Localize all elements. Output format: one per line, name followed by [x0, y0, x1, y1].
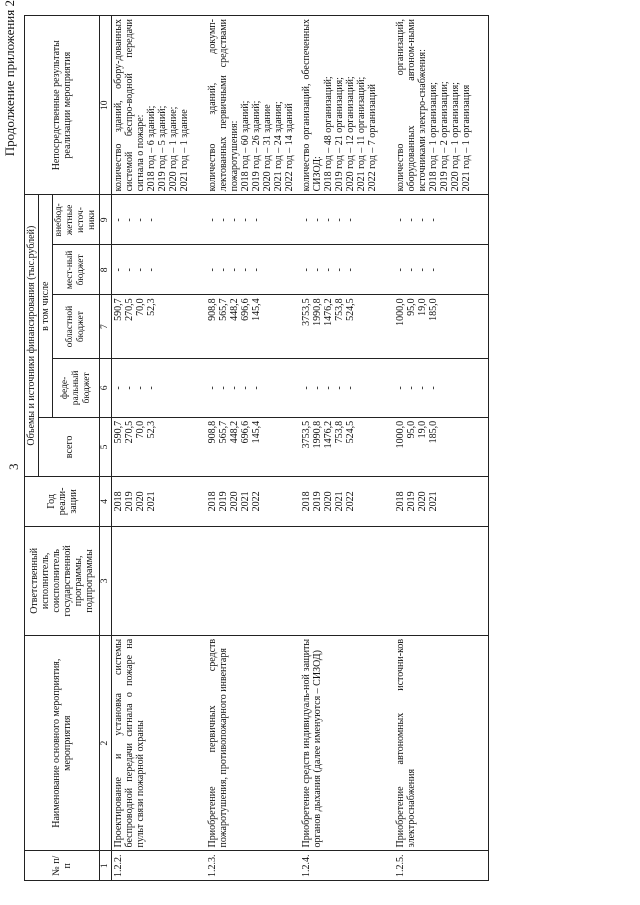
cell-line: - [113, 268, 124, 272]
cell-line: 2019 год – 2 организации; [439, 81, 450, 192]
cell-line: количество зданий, докумп-лектованных первичными средствами пожаротушения: [207, 19, 240, 192]
col-number: 3 [100, 526, 112, 635]
header-regional: областной бюджет [53, 295, 100, 359]
cell-line: 1476,2 [323, 298, 334, 326]
header-total: всего [39, 417, 100, 476]
col-number: 5 [100, 417, 112, 476]
cell-line: 2018 [207, 491, 218, 512]
cell-years [112, 476, 207, 526]
cell-line: 2021 год – 24 здания; [273, 101, 284, 192]
cell-local [206, 245, 300, 295]
cell-local [300, 245, 394, 295]
cell-line: 52,3 [146, 298, 157, 316]
cell-name: Приобретение средств индивидуаль-ной защиты органов дыхания (далее именуются – СИЗОД) [300, 635, 394, 851]
cell-local [394, 245, 489, 295]
col-number: 7 [100, 295, 112, 359]
cell-line: 524,5 [345, 298, 356, 321]
cell-line: 2020 [323, 491, 334, 512]
cell-line: 2019 [312, 491, 323, 512]
cell-line: 185,0 [428, 298, 439, 321]
cell-line: - [146, 268, 157, 272]
cell-federal [112, 358, 207, 417]
cell-regional [206, 295, 300, 359]
cell-line: 908,8 [207, 298, 218, 321]
cell-line: 2019 год – 5 зданий; [157, 105, 168, 192]
cell-line: - [395, 268, 406, 272]
cell-line: 52,3 [146, 420, 157, 439]
cell-line: - [229, 386, 240, 390]
cell-no: 1.2.2. [112, 851, 207, 881]
cell-extra [112, 195, 207, 245]
cell-no: 1.2.5. [394, 851, 489, 881]
cell-line: - [428, 386, 439, 390]
header-federal: феде-ральный бюджет [53, 358, 100, 417]
cell-line: 753,8 [334, 420, 345, 444]
cell-line: 2022 [251, 491, 262, 512]
col-number: 10 [100, 16, 112, 195]
cell-line: - [334, 386, 345, 390]
header-name: Наименование основного мероприятия, мероприятия [25, 635, 100, 851]
header-year: Год реали-зации [25, 476, 100, 526]
cell-line: - [240, 218, 251, 222]
cell-line: 565,7 [218, 420, 229, 444]
cell-line: - [124, 386, 135, 390]
col-number: 2 [100, 635, 112, 851]
header-extra: внебюд-жетные источ-ники [53, 195, 100, 245]
cell-regional [394, 295, 489, 359]
cell-line: 2021 год – 11 организаций; [356, 76, 367, 192]
cell-line: - [301, 386, 312, 390]
cell-line: 1000,0 [395, 298, 406, 326]
cell-line: 2022 [345, 491, 356, 512]
cell-line: - [229, 268, 240, 272]
cell-line: 2020 год – 1 здание; [168, 106, 179, 192]
cell-federal [394, 358, 489, 417]
header-no: № п/п [25, 851, 100, 881]
cell-line: - [240, 386, 251, 390]
cell-years [206, 476, 300, 526]
cell-line: 19,0 [417, 420, 428, 439]
cell-line: 2019 [406, 491, 417, 512]
cell-line: 145,4 [251, 420, 262, 444]
cell-line: 3753,5 [301, 298, 312, 326]
cell-name: Приобретение автономных источни-ков электроснабжения [394, 635, 489, 851]
cell-line: 2021 год – 1 организация [461, 84, 472, 192]
cell-line: 2018 год – 6 зданий; [146, 105, 157, 192]
cell-line: 2018 год – 48 организаций; [323, 76, 334, 192]
cell-line: 2020 год – 1 организация; [450, 82, 461, 192]
cell-line: 2018 [301, 491, 312, 512]
cell-line: - [395, 218, 406, 222]
header-funding: Объемы и источники финансирования (тыс.рублей) [25, 195, 39, 477]
cell-line: 1476,2 [323, 420, 334, 449]
cell-line: - [406, 268, 417, 272]
cell-line: 1990,8 [312, 420, 323, 449]
cell-line: 2020 [417, 491, 428, 512]
cell-name: Проектирование и установка системы беспроводной передачи сигнала о пожаре на пульт связи пожарной охраны [112, 635, 207, 851]
cell-line: 2022 год – 7 организаций [367, 84, 378, 192]
cell-total [394, 417, 489, 476]
cell-line: - [417, 268, 428, 272]
table-row [394, 16, 489, 881]
cell-line: 95,0 [406, 420, 417, 439]
cell-extra [394, 195, 489, 245]
cell-line: - [428, 218, 439, 222]
cell-line: - [113, 386, 124, 390]
cell-line: 753,8 [334, 298, 345, 321]
cell-years [394, 476, 489, 526]
cell-line: - [240, 268, 251, 272]
cell-line: 3753,5 [301, 420, 312, 449]
cell-line: - [323, 386, 334, 390]
table-row [112, 16, 207, 881]
cell-line: 145,4 [251, 298, 262, 321]
cell-federal [206, 358, 300, 417]
cell-line: 696,6 [240, 420, 251, 444]
continuation-caption: Продолжение приложения 2 [2, 0, 17, 157]
cell-extra [206, 195, 300, 245]
cell-line: - [312, 268, 323, 272]
header-local: мест-ный бюджет [53, 245, 100, 295]
cell-line: - [406, 218, 417, 222]
cell-line: - [345, 268, 356, 272]
cell-line: - [218, 386, 229, 390]
cell-line: 448,2 [229, 420, 240, 444]
cell-line: - [124, 268, 135, 272]
cell-line: - [135, 386, 146, 390]
cell-line: 95,0 [406, 298, 417, 316]
cell-federal [300, 358, 394, 417]
col-number: 8 [100, 245, 112, 295]
cell-line: - [251, 386, 262, 390]
cell-line: - [146, 386, 157, 390]
cell-line: 2019 год – 21 организация; [334, 77, 345, 192]
cell-line: - [251, 218, 262, 222]
cell-line: - [218, 218, 229, 222]
table-row [206, 16, 300, 881]
cell-line: - [406, 386, 417, 390]
cell-line: - [417, 218, 428, 222]
cell-line: - [334, 268, 345, 272]
cell-line: 2020 [135, 491, 146, 512]
table-row [300, 16, 394, 881]
cell-line: количество зданий, обору-дованных системой беспро-водной передачи сигнала о пожаре: [113, 19, 146, 192]
cell-line: 524,5 [345, 420, 356, 444]
cell-line: 270,5 [124, 298, 135, 321]
cell-line: 2018 год – 60 зданий; [240, 100, 251, 192]
cell-line: 590,7 [113, 420, 124, 444]
cell-results [394, 16, 489, 195]
cell-line: количество организаций, оборудованных автоном-ными источниками электро-снабжения: [395, 19, 428, 192]
cell-line: - [417, 386, 428, 390]
cell-line: 2021 [334, 491, 345, 512]
cell-line: - [345, 218, 356, 222]
cell-results [112, 16, 207, 195]
cell-line: 565,7 [218, 298, 229, 321]
cell-responsible [206, 526, 300, 635]
cell-line: - [395, 386, 406, 390]
col-number: 9 [100, 195, 112, 245]
cell-line: - [146, 218, 157, 222]
cell-line: - [207, 218, 218, 222]
cell-results [206, 16, 300, 195]
cell-line: 2020 [229, 491, 240, 512]
cell-line: 2020 год – 31 здание [262, 104, 273, 192]
cell-line: - [229, 218, 240, 222]
cell-no: 1.2.3. [206, 851, 300, 881]
cell-responsible [300, 526, 394, 635]
cell-responsible [112, 526, 207, 635]
cell-line: 2018 год – 1 организация; [428, 82, 439, 192]
cell-line: 2019 [218, 491, 229, 512]
cell-line: - [345, 386, 356, 390]
cell-line: - [113, 218, 124, 222]
cell-line: 2019 год – 26 зданий; [251, 100, 262, 192]
cell-regional [300, 295, 394, 359]
cell-line: 1000,0 [395, 420, 406, 449]
cell-line: 696,6 [240, 298, 251, 321]
cell-line: 2018 [113, 491, 124, 512]
cell-line: - [334, 218, 345, 222]
cell-line: - [207, 386, 218, 390]
header-results: Непосредственные результаты реализации мероприятия [25, 16, 100, 195]
cell-line: 2022 год – 14 зданий [284, 103, 295, 192]
cell-line: 185,0 [428, 420, 439, 444]
cell-line: - [301, 218, 312, 222]
cell-results [300, 16, 394, 195]
cell-line: 590,7 [113, 298, 124, 321]
funding-table [24, 15, 489, 881]
cell-no: 1.2.4. [300, 851, 394, 881]
cell-line: - [428, 268, 439, 272]
cell-line: 2021 [240, 491, 251, 512]
cell-regional [112, 295, 207, 359]
cell-years [300, 476, 394, 526]
cell-line: - [312, 218, 323, 222]
cell-line: - [323, 218, 334, 222]
cell-line: 1990,8 [312, 298, 323, 326]
cell-line: 2021 [146, 491, 157, 512]
cell-line: - [312, 386, 323, 390]
cell-line: - [135, 268, 146, 272]
page-number: 3 [6, 463, 21, 470]
cell-line: 270,5 [124, 420, 135, 444]
cell-line: 2019 [124, 491, 135, 512]
cell-line: 2021 [428, 491, 439, 512]
cell-line: - [207, 268, 218, 272]
cell-extra [300, 195, 394, 245]
cell-line: 19,0 [417, 298, 428, 316]
cell-line: - [301, 268, 312, 272]
header-responsible: Ответственный исполнитель, соисполнитель государственной программы, подпрограммы [25, 526, 100, 635]
cell-total [206, 417, 300, 476]
cell-line: - [135, 218, 146, 222]
cell-line: 70,0 [135, 420, 146, 439]
col-number: 4 [100, 476, 112, 526]
cell-total [112, 417, 207, 476]
cell-line: 2018 [395, 491, 406, 512]
col-number: 6 [100, 358, 112, 417]
cell-total [300, 417, 394, 476]
cell-line: - [218, 268, 229, 272]
cell-line: - [124, 218, 135, 222]
header-incl: в том числе [39, 195, 53, 418]
cell-line: количество организаций, обеспеченных СИЗОД: [301, 19, 323, 192]
cell-responsible [394, 526, 489, 635]
cell-line: 2020 год – 12 организаций; [345, 76, 356, 192]
cell-line: 908,8 [207, 420, 218, 444]
cell-line: 70,0 [135, 298, 146, 316]
cell-local [112, 245, 207, 295]
cell-line: 448,2 [229, 298, 240, 321]
cell-name: Приобретение первичных средств пожаротушения, противопожарного инвентаря [206, 635, 300, 851]
cell-line: - [323, 268, 334, 272]
cell-line: - [251, 268, 262, 272]
col-number: 1 [100, 851, 112, 881]
cell-line: 2021 год – 1 здание [179, 109, 190, 192]
